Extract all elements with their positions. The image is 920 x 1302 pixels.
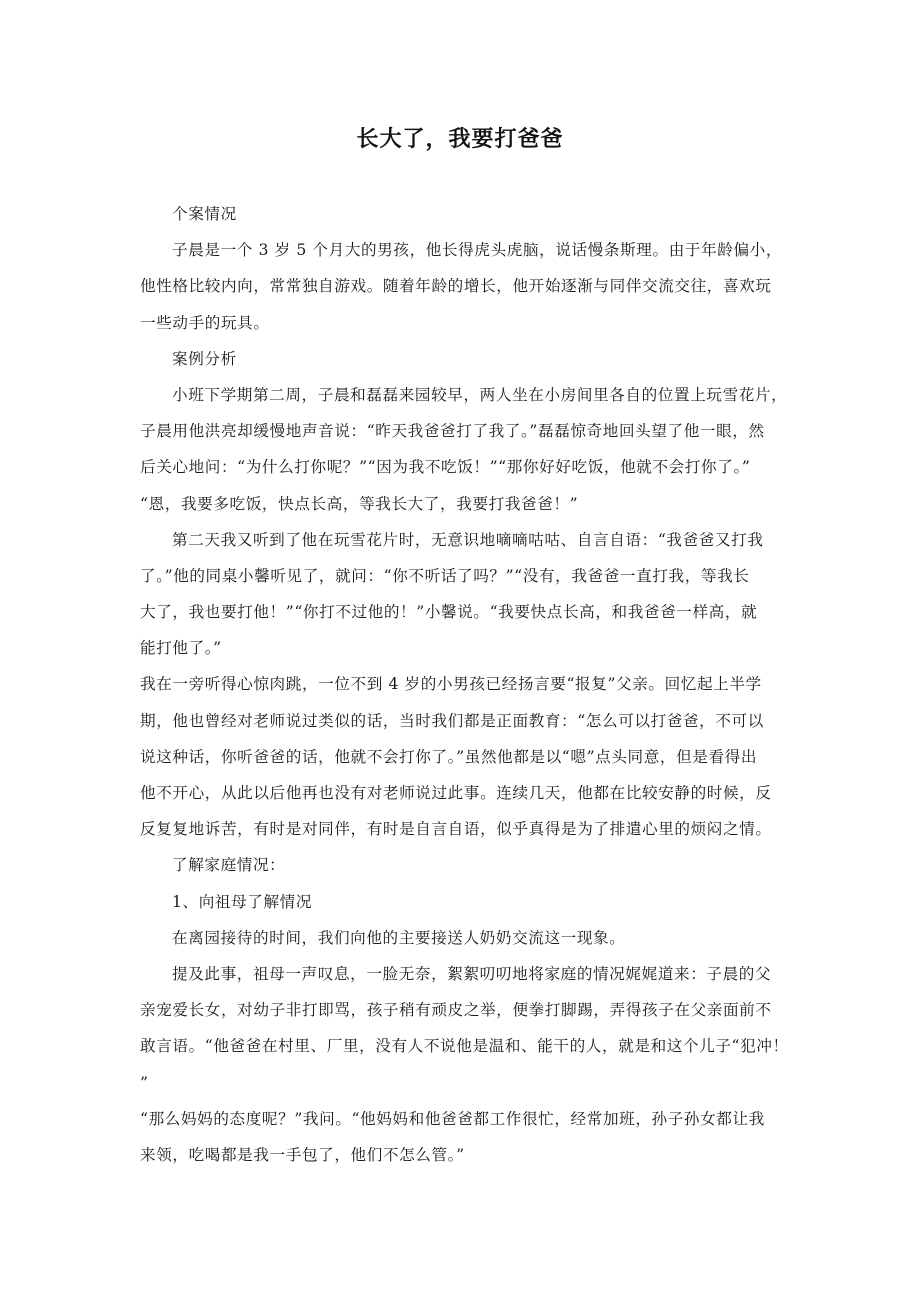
heading-case-situation: 个案情况 xyxy=(172,205,237,223)
paragraph-line: 第二天我又听到了他在玩雪花片时，无意识地嘀嘀咕咕、自言自语：“我爸爸又打我 xyxy=(172,530,764,549)
paragraph-line: 来领，吃喝都是我一手包了，他们不怎么管。” xyxy=(140,1145,465,1164)
paragraph-line: 他性格比较内向，常常独自游戏。随着年龄的增长，他开始逐渐与同伴交流交往，喜欢玩 xyxy=(140,277,772,296)
paragraph-line: 说这种话，你听爸爸的话，他就不会打你了。”虽然他都是以“嗯”点头同意，但是看得出 xyxy=(140,747,758,766)
paragraph-line: 子晨用他洪亮却缓慢地声音说：“昨天我爸爸打了我了。”磊磊惊奇地回头望了他一眼，然 xyxy=(140,422,765,441)
document-body xyxy=(140,196,789,1173)
paragraph-line: 他不开心，从此以后他再也没有对老师说过此事。连续几天，他都在比较安静的时候，反 xyxy=(140,784,772,802)
paragraph-line: 能打他了。” xyxy=(140,639,222,658)
paragraph-line: 亲宠爱长女，对幼子非打即骂，孩子稍有顽皮之举，便拳打脚踢，弄得孩子在父亲面前不 xyxy=(140,1001,772,1020)
paragraph-line: 在离园接待的时间，我们向他的主要接送人奶奶交流这一现象。 xyxy=(172,928,626,947)
heading-family-situation: 了解家庭情况： xyxy=(172,856,286,875)
paragraph-line: 敢言语。“他爸爸在村里、厂里，没有人不说他是温和、能干的人，就是和这个儿子“犯冲！ xyxy=(140,1037,789,1056)
subheading-grandmother: 1、向祖母了解情况 xyxy=(172,892,313,911)
paragraph-line: 一些动手的玩具。 xyxy=(140,313,270,332)
paragraph-line: 反复复地诉苦，有时是对同伴，有时是自言自语，似乎真得是为了排遣心里的烦闷之情。 xyxy=(140,820,772,839)
paragraph-line: 后关心地问：“为什么打你呢？”“因为我不吃饭！”“那你好好吃饭，他就不会打你了。” xyxy=(140,458,751,477)
paragraph-line: 期，他也曾经对老师说过类似的话，当时我们都是正面教育：“怎么可以打爸爸，不可以 xyxy=(140,711,764,730)
paragraph-line: 我在一旁听得心惊肉跳，一位不到 4 岁的小男孩已经扬言要“报复”父亲。回忆起上半学 xyxy=(140,675,762,694)
paragraph-line: 了。”他的同桌小馨听见了，就问：“你不听话了吗？”“没有，我爸爸一直打我，等我长 xyxy=(140,566,750,585)
paragraph-line: “恩，我要多吃饭，快点长高，等我长大了，我要打我爸爸！” xyxy=(140,494,579,513)
paragraph-line: “那么妈妈的态度呢？”我问。“他妈妈和他爸爸都工作很忙，经常加班，孙子孙女都让我 xyxy=(140,1109,765,1128)
paragraph-line: 提及此事，祖母一声叹息，一脸无奈，絮絮叨叨地将家庭的情况娓娓道来：子晨的父 xyxy=(172,964,772,983)
document-title: 长大了，我要打爸爸 xyxy=(356,127,564,152)
heading-case-analysis: 案例分析 xyxy=(172,349,237,368)
paragraph-line: ” xyxy=(140,1073,149,1092)
paragraph-line: 小班下学期第二周，子晨和磊磊来园较早，两人坐在小房间里各自的位置上玩雪花片， xyxy=(172,385,788,404)
paragraph-line: 子晨是一个 3 岁 5 个月大的男孩，他长得虎头虎脑，说话慢条斯理。由于年龄偏小， xyxy=(172,241,783,260)
paragraph-line: 大了，我也要打他！”“你打不过他的！”小馨说。“我要快点长高，和我爸爸一样高，就 xyxy=(140,603,758,622)
